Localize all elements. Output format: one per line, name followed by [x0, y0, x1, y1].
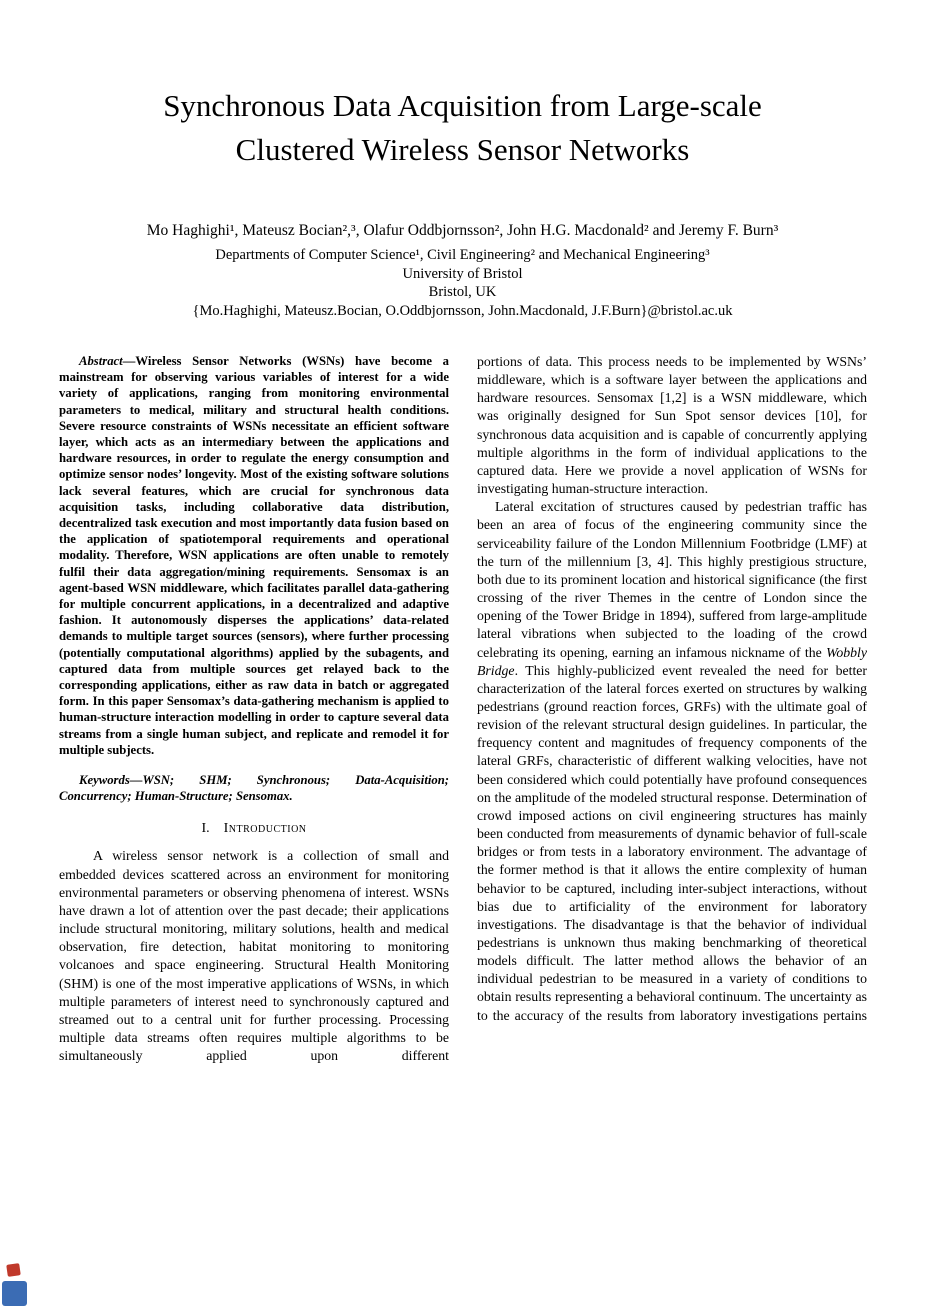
paragraph-segment: . This highly-publicized event revealed the need for better characterization of the lateral forces exerted on structures by walking pedestrians (ground reaction forces, GRFs) with the ultimate goal of revision of the relevant structural design guidelines. In particular, the frequency content and magnitudes of frequency components of the lateral GRFs, characteristic of different walking velocities, have not been considered which could potentially have profound consequences on the amplitude of the modeled structural response. Determination of crowd imposed actions on civil engineering structures has mainly been conducted from measurements of dynamic behavior of full-scale bridges or from tests in a laboratory environment. The advantage of the former method is that it allows the entire complexity of human behavior to be captured, including inter-subject interactions, without bias due to artificiality of the environment for laboratory investigations. The disadvantage is that the behavior of individual pedestrians is unknown thus making benchmarking of theoretical models difficult. The latter method allows the behavior of an individual pedestrian to be measured in a variety of conditions to obtain results representing a behavioral continuum. The uncertainty as to the accuracy of the results from laboratory investigations pertains — [477, 662, 867, 1023]
title-line-2: Clustered Wireless Sensor Networks — [235, 132, 690, 167]
author-location: Bristol, UK — [428, 284, 497, 300]
author-departments: Departments of Computer Science¹, Civil Engineering² and Mechanical Engineering³ — [215, 247, 710, 263]
lateral-excitation-paragraph — [477, 498, 867, 1025]
watermark-logo — [2, 1264, 32, 1306]
abstract-label: Abstract— — [79, 354, 136, 368]
section-heading-introduction — [59, 821, 449, 837]
keywords-text: WSN; SHM; Synchronous; Data-Acquisition; Concurrency; Human-Structure; Sensomax. — [59, 773, 449, 804]
left-column — [59, 353, 449, 1065]
section-number: I. — [201, 821, 210, 837]
two-column-body — [59, 353, 867, 1065]
keywords-label: Keywords— — [79, 773, 143, 788]
author-emails: {Mo.Haghighi, Mateusz.Bocian, O.Oddbjornsson, John.Macdonald, J.F.Burn}@bristol.ac.uk — [192, 302, 733, 319]
continuation-paragraph: portions of data. This process needs to be implemented by WSNs’ middleware, which is a software layer between the applications and hardware resources. Sensomax [1,2] is a WSN middleware, which was originally designed for Sun Spot sensor devices [10], for synchronous data acquisition and is capable of concurrently applying multiple algorithms in the form of individual applications to the captured data. Here we provide a novel application of WSNs for investigating human-structure interaction. — [477, 354, 867, 497]
right-column — [477, 353, 867, 1065]
keywords-paragraph — [59, 772, 449, 804]
paper-title — [0, 84, 925, 172]
author-names: Mo Haghighi¹, Mateusz Bocian²,³, Olafur Oddbjornsson², John H.G. Macdonald² and Jeremy F. Burn³ — [146, 222, 779, 239]
abstract-text: Wireless Sensor Networks (WSNs) have become a mainstream for observing various variables of interest for a wide variety of applications, ranging from monitoring environmental parameters to medical, military and structural health conditions. Severe resource constraints of WSNs necessitate an efficient software layer, which acts as an intermediary between the applications and hardware resources, in order to regulate the energy consumption and optimize sensor nodes’ longevity. Most of the existing software solutions lack several features, which are crucial for synchronous data acquisition tasks, including collaborative data distribution, decentralized task execution and most importantly data fusion based on the application of spatiotemporal requirements and operational modality. Therefore, WSN applications are often unable to remotely fulfil their data aggregation/mining requirements. Sensomax is an agent-based WSN middleware, which facilitates parallel data-gathering for multiple concurrent applications, in a decentralized and adaptive fashion. It autonomously disperses the applications’ data-related demands to multiple target sources (sensors), where further processing (potentially computational algorithms) applied by the subagents, and captured data from multiple sources get relayed back to the corresponding applications, either as raw data in batch or aggregated form. In this paper Sensomax’s data-gathering mechanism is applied to human-structure interaction modelling in order to capture several data streams from a single human subject, and replicate and remodel it for multiple subjects. — [59, 354, 449, 757]
title-line-1: Synchronous Data Acquisition from Large-scale — [163, 88, 762, 123]
section-title: Introduction — [223, 821, 307, 837]
watermark-flag-icon — [6, 1263, 21, 1277]
watermark-square-icon — [2, 1281, 27, 1306]
author-university: University of Bristol — [402, 265, 523, 282]
wobbly-bridge-italic: Wobbly Bridge — [477, 644, 867, 678]
paragraph-segment: Lateral excitation of structures caused by pedestrian traffic has been an area of focus of the engineering community since the serviceability failure of the London Millennium Footbridge (LMF) at the turn of the millennium [3, 4]. This highly prestigious structure, both due to its prominent location and historical significance (the first crossing of the river Themes in the centre of London since the opening of the Tower Bridge in 1894), suffered from large-amplitude lateral vibrations when subjected to the loading of the crowd celebrating its opening, earning an infamous nickname of the — [477, 499, 867, 660]
abstract-paragraph — [59, 353, 449, 758]
introduction-paragraph: A wireless sensor network is a collection of small and embedded devices scattered across an environment for monitoring environmental parameters or observing phenomena of interest. WSNs have drawn a lot of attention over the past decade; their applications include structural monitoring, military solutions, health and medical observation, fire detection, habitat monitoring to monitoring volcanoes and space engineering. Structural Health Monitoring (SHM) is one of the most imperative applications of WSNs, in which multiple parameters of interest need to synchronously captured and streamed out to a central unit for further processing. Processing multiple data streams often requires multiple algorithms to be simultaneously applied upon different — [59, 848, 449, 1064]
author-block — [0, 220, 925, 320]
